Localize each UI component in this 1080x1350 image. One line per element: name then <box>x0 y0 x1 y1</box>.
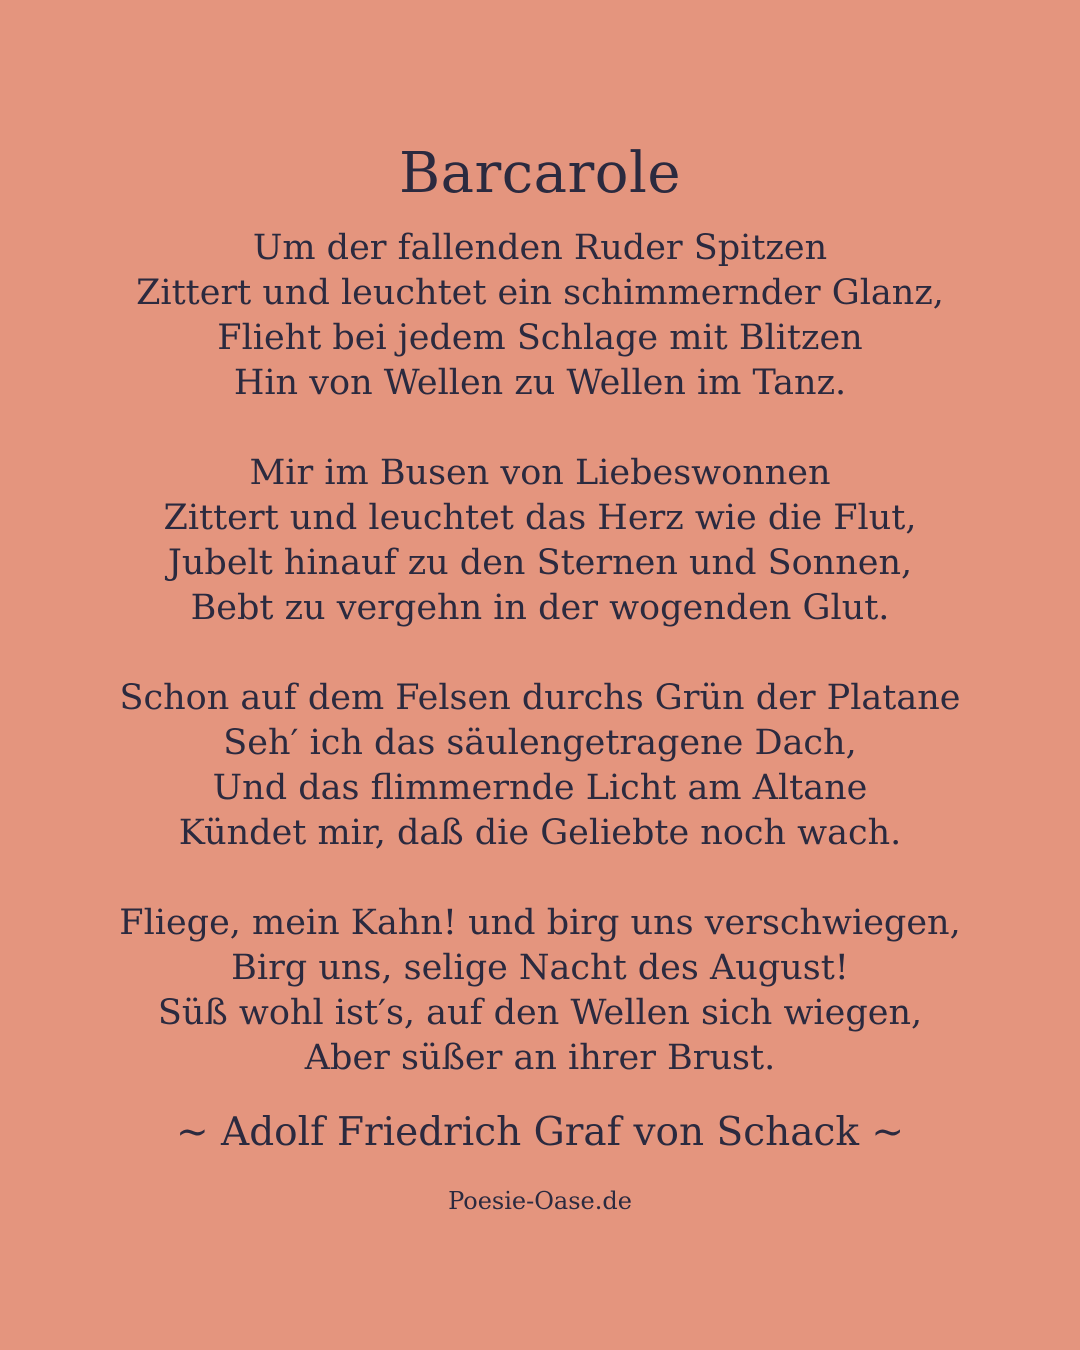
stanza-3 <box>0 676 1080 856</box>
poem-body <box>0 226 1080 1126</box>
poem-line: Und das flimmernde Licht am Altane <box>212 768 868 808</box>
poem-line: Birg uns, selige Nacht des August! <box>231 948 849 988</box>
poem-line: Seh′ ich das säulengetragene Dach, <box>223 723 857 763</box>
poem-author: ~ Adolf Friedrich Graf von Schack ~ <box>175 1110 905 1155</box>
poem-line: Aber süßer an ihrer Brust. <box>304 1038 776 1078</box>
poem-line: Zittert und leuchtet das Herz wie die Flut, <box>163 498 917 538</box>
poem-line: Bebt zu vergehn in der wogenden Glut. <box>190 588 890 628</box>
poem-title: Barcarole <box>398 141 682 206</box>
poem-line: Hin von Wellen zu Wellen im Tanz. <box>233 363 847 403</box>
poem-line: Zittert und leuchtet ein schimmernder Glanz, <box>136 273 944 313</box>
poem-line: Mir im Busen von Liebeswonnen <box>249 453 831 493</box>
poem-line: Schon auf dem Felsen durchs Grün der Platane <box>119 678 961 718</box>
stanza-4 <box>0 901 1080 1081</box>
stanza-1 <box>0 226 1080 406</box>
poem-line: Um der fallenden Ruder Spitzen <box>252 228 828 268</box>
website-label: Poesie-Oase.de <box>448 1187 632 1215</box>
poem-line: Flieht bei jedem Schlage mit Blitzen <box>217 318 863 358</box>
poem-line: Fliege, mein Kahn! und birg uns verschwiegen, <box>119 903 961 943</box>
poem-line: Jubelt hinauf zu den Sternen und Sonnen, <box>167 543 913 583</box>
poem-line: Kündet mir, daß die Geliebte noch wach. <box>178 813 902 853</box>
stanza-2 <box>0 451 1080 631</box>
poem-line: Süß wohl ist′s, auf den Wellen sich wiegen, <box>157 993 923 1033</box>
